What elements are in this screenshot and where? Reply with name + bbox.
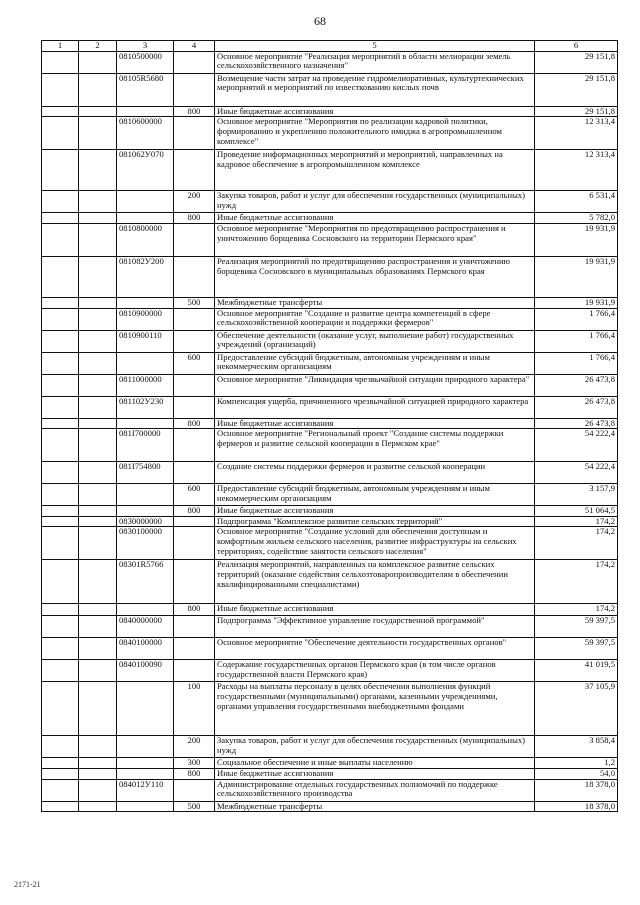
item-name-cell: Закупка товаров, работ и услуг для обеспечения государственных (муниципальных) нужд xyxy=(215,191,535,213)
amount-cell: 54 222,4 xyxy=(535,429,618,462)
column-header-1: 1 xyxy=(42,41,79,52)
classification-code-cell xyxy=(117,352,174,374)
col1-cell xyxy=(42,106,79,117)
classification-code-cell: 0830000000 xyxy=(117,516,174,527)
classification-code-cell xyxy=(117,297,174,308)
amount-cell: 54 222,4 xyxy=(535,462,618,484)
col2-cell xyxy=(79,330,117,352)
col2-cell xyxy=(79,484,117,506)
table-row xyxy=(42,352,618,374)
expense-type-cell xyxy=(174,374,215,396)
table-row xyxy=(42,429,618,462)
col1-cell xyxy=(42,758,79,769)
table-row xyxy=(42,308,618,330)
col1-cell xyxy=(42,516,79,527)
col2-cell xyxy=(79,51,117,73)
amount-cell: 51 064,5 xyxy=(535,506,618,517)
expense-type-cell: 300 xyxy=(174,758,215,769)
col2-cell xyxy=(79,516,117,527)
expense-type-cell: 200 xyxy=(174,191,215,213)
col2-cell xyxy=(79,191,117,213)
item-name-cell: Подпрограмма "Комплексное развитие сельских территорий" xyxy=(215,516,535,527)
classification-code-cell xyxy=(117,418,174,429)
classification-code-cell: 0810600000 xyxy=(117,117,174,150)
amount-cell: 29 151,8 xyxy=(535,51,618,73)
col1-cell xyxy=(42,150,79,191)
table-row xyxy=(42,256,618,297)
expense-type-cell xyxy=(174,330,215,352)
amount-cell: 19 931,9 xyxy=(535,256,618,297)
expense-type-cell xyxy=(174,779,215,801)
col1-cell xyxy=(42,374,79,396)
col2-cell xyxy=(79,223,117,256)
item-name-cell: Основное мероприятие "Создание и развитие центра компетенций в сфере сельскохозяйственной кооперации и поддержки фермеров" xyxy=(215,308,535,330)
table-row xyxy=(42,769,618,780)
classification-code-cell xyxy=(117,604,174,616)
col2-cell xyxy=(79,682,117,736)
table-row xyxy=(42,374,618,396)
classification-code-cell: 081102У230 xyxy=(117,396,174,418)
expense-type-cell: 200 xyxy=(174,736,215,758)
classification-code-cell xyxy=(117,213,174,224)
classification-code-cell xyxy=(117,106,174,117)
classification-code-cell: 0810800000 xyxy=(117,223,174,256)
expense-type-cell: 800 xyxy=(174,418,215,429)
item-name-cell: Основное мероприятие "Региональный проект "Создание системы поддержки фермеров и развитие сельской кооперации в Пермском крае" xyxy=(215,429,535,462)
item-name-cell: Межбюджетные трансферты xyxy=(215,297,535,308)
table-row xyxy=(42,117,618,150)
col2-cell xyxy=(79,527,117,560)
table-header-row xyxy=(42,41,618,52)
item-name-cell: Иные бюджетные ассигнования xyxy=(215,506,535,517)
table-row xyxy=(42,297,618,308)
col1-cell xyxy=(42,191,79,213)
expense-type-cell: 800 xyxy=(174,769,215,780)
amount-cell: 3 858,4 xyxy=(535,736,618,758)
amount-cell: 19 931,9 xyxy=(535,223,618,256)
col1-cell xyxy=(42,51,79,73)
item-name-cell: Администрирование отдельных государственных полномочий по поддержке сельскохозяйственного производства xyxy=(215,779,535,801)
col1-cell xyxy=(42,560,79,604)
col2-cell xyxy=(79,769,117,780)
col1-cell xyxy=(42,213,79,224)
col2-cell xyxy=(79,374,117,396)
table-row xyxy=(42,51,618,73)
column-header-4: 4 xyxy=(174,41,215,52)
table-row xyxy=(42,73,618,106)
expense-type-cell xyxy=(174,638,215,660)
item-name-cell: Подпрограмма "Эффективное управление государственной программой" xyxy=(215,616,535,638)
item-name-cell: Основное мероприятие "Обеспечение деятельности государственных органов" xyxy=(215,638,535,660)
classification-code-cell xyxy=(117,801,174,812)
item-name-cell: Проведение информационных мероприятий и мероприятий, направленных на кадровое обеспечение в агропромышленном комплексе xyxy=(215,150,535,191)
col2-cell xyxy=(79,418,117,429)
amount-cell: 174,2 xyxy=(535,527,618,560)
amount-cell: 37 105,9 xyxy=(535,682,618,736)
table-row xyxy=(42,418,618,429)
expense-type-cell xyxy=(174,462,215,484)
classification-code-cell: 0811000000 xyxy=(117,374,174,396)
col2-cell xyxy=(79,256,117,297)
item-name-cell: Основное мероприятие "Мероприятия по предотвращению распространения и уничтожению борщевика Сосновского на территории Пермского края" xyxy=(215,223,535,256)
classification-code-cell: 08301R5766 xyxy=(117,560,174,604)
table-row xyxy=(42,106,618,117)
column-header-2: 2 xyxy=(79,41,117,52)
col1-cell xyxy=(42,682,79,736)
table-row xyxy=(42,736,618,758)
col1-cell xyxy=(42,308,79,330)
col2-cell xyxy=(79,150,117,191)
amount-cell: 29 151,8 xyxy=(535,73,618,106)
col1-cell xyxy=(42,604,79,616)
table-row xyxy=(42,682,618,736)
table-row xyxy=(42,191,618,213)
classification-code-cell: 081082У200 xyxy=(117,256,174,297)
column-header-3: 3 xyxy=(117,41,174,52)
column-header-6: 6 xyxy=(535,41,618,52)
col1-cell xyxy=(42,396,79,418)
col2-cell xyxy=(79,779,117,801)
col1-cell xyxy=(42,352,79,374)
col2-cell xyxy=(79,758,117,769)
table-row xyxy=(42,616,618,638)
expense-type-cell: 800 xyxy=(174,506,215,517)
item-name-cell: Иные бюджетные ассигнования xyxy=(215,604,535,616)
col2-cell xyxy=(79,73,117,106)
col2-cell xyxy=(79,660,117,682)
expense-type-cell: 800 xyxy=(174,213,215,224)
col2-cell xyxy=(79,117,117,150)
classification-code-cell: 081062У070 xyxy=(117,150,174,191)
expense-type-cell: 600 xyxy=(174,352,215,374)
item-name-cell: Иные бюджетные ассигнования xyxy=(215,106,535,117)
expense-type-cell: 500 xyxy=(174,801,215,812)
col2-cell xyxy=(79,213,117,224)
expense-type-cell xyxy=(174,527,215,560)
col2-cell xyxy=(79,352,117,374)
classification-code-cell xyxy=(117,758,174,769)
amount-cell: 26 473,8 xyxy=(535,418,618,429)
expense-type-cell: 800 xyxy=(174,604,215,616)
classification-code-cell: 0840000000 xyxy=(117,616,174,638)
classification-code-cell xyxy=(117,769,174,780)
amount-cell: 41 019,5 xyxy=(535,660,618,682)
table-row xyxy=(42,462,618,484)
table-row xyxy=(42,223,618,256)
col1-cell xyxy=(42,769,79,780)
item-name-cell: Иные бюджетные ассигнования xyxy=(215,418,535,429)
expense-type-cell xyxy=(174,117,215,150)
table-row xyxy=(42,638,618,660)
item-name-cell: Иные бюджетные ассигнования xyxy=(215,213,535,224)
amount-cell: 1,2 xyxy=(535,758,618,769)
item-name-cell: Основное мероприятие "Создание условий для обеспечения доступным и комфортным жильем сельского населения, развитие инфраструктуры на сельских территориях, содействие занятости сельского населения" xyxy=(215,527,535,560)
amount-cell: 59 397,5 xyxy=(535,616,618,638)
expense-type-cell xyxy=(174,150,215,191)
amount-cell: 59 397,5 xyxy=(535,638,618,660)
expense-type-cell xyxy=(174,516,215,527)
classification-code-cell xyxy=(117,191,174,213)
col1-cell xyxy=(42,616,79,638)
item-name-cell: Создание системы поддержки фермеров и развитие сельской кооперации xyxy=(215,462,535,484)
classification-code-cell: 081I754800 xyxy=(117,462,174,484)
col2-cell xyxy=(79,604,117,616)
table-row xyxy=(42,396,618,418)
item-name-cell: Социальное обеспечение и иные выплаты населению xyxy=(215,758,535,769)
col2-cell xyxy=(79,429,117,462)
item-name-cell: Компенсация ущерба, причиненного чрезвычайной ситуацией природного характера xyxy=(215,396,535,418)
classification-code-cell: 081I700000 xyxy=(117,429,174,462)
item-name-cell: Основное мероприятие "Реализация мероприятий в области мелиорации земель сельскохозяйственного назначения" xyxy=(215,51,535,73)
col2-cell xyxy=(79,308,117,330)
col1-cell xyxy=(42,256,79,297)
col2-cell xyxy=(79,396,117,418)
expense-type-cell: 800 xyxy=(174,106,215,117)
amount-cell: 1 766,4 xyxy=(535,352,618,374)
table-row xyxy=(42,506,618,517)
col2-cell xyxy=(79,106,117,117)
amount-cell: 26 473,8 xyxy=(535,374,618,396)
item-name-cell: Основное мероприятие "Ликвидация чрезвычайной ситуации природного характера" xyxy=(215,374,535,396)
col1-cell xyxy=(42,117,79,150)
item-name-cell: Реализация мероприятий по предотвращению распространения и уничтожению борщевика Сосновского в муниципальных образованиях Пермского края xyxy=(215,256,535,297)
item-name-cell: Расходы на выплаты персоналу в целях обеспечения выполнения функций государственными (муниципальными) органами, казенными учреждениями, органами управления государственными внебюджетными фондами xyxy=(215,682,535,736)
item-name-cell: Предоставление субсидий бюджетным, автономным учреждениям и иным некоммерческим организациям xyxy=(215,484,535,506)
classification-code-cell: 0810900000 xyxy=(117,308,174,330)
item-name-cell: Межбюджетные трансферты xyxy=(215,801,535,812)
item-name-cell: Содержание государственных органов Пермского края (в том числе органов государственной власти Пермского края) xyxy=(215,660,535,682)
amount-cell: 174,2 xyxy=(535,604,618,616)
item-name-cell: Реализация мероприятий, направленных на комплексное развитие сельских территорий (оказание содействия сельхозтоваропроизводителям в обеспечении квалифицированными специалистами) xyxy=(215,560,535,604)
col2-cell xyxy=(79,801,117,812)
col1-cell xyxy=(42,638,79,660)
amount-cell: 18 378,0 xyxy=(535,801,618,812)
col2-cell xyxy=(79,616,117,638)
col1-cell xyxy=(42,429,79,462)
amount-cell: 29 151,8 xyxy=(535,106,618,117)
document-footer-code: 2171-21 xyxy=(14,880,41,889)
col1-cell xyxy=(42,462,79,484)
expense-type-cell xyxy=(174,256,215,297)
amount-cell: 12 313,4 xyxy=(535,117,618,150)
amount-cell: 6 531,4 xyxy=(535,191,618,213)
classification-code-cell: 0840100090 xyxy=(117,660,174,682)
amount-cell: 174,2 xyxy=(535,560,618,604)
col2-cell xyxy=(79,638,117,660)
col1-cell xyxy=(42,297,79,308)
amount-cell: 3 157,9 xyxy=(535,484,618,506)
item-name-cell: Основное мероприятие "Мероприятия по реализации кадровой политики, формированию и укреплению положительного имиджа в агропромышленном комплексе" xyxy=(215,117,535,150)
col1-cell xyxy=(42,779,79,801)
expense-type-cell xyxy=(174,51,215,73)
col2-cell xyxy=(79,560,117,604)
classification-code-cell: 0830100000 xyxy=(117,527,174,560)
expense-type-cell xyxy=(174,396,215,418)
item-name-cell: Иные бюджетные ассигнования xyxy=(215,769,535,780)
table-row xyxy=(42,150,618,191)
amount-cell: 1 766,4 xyxy=(535,308,618,330)
expense-type-cell: 100 xyxy=(174,682,215,736)
classification-code-cell: 08105R5680 xyxy=(117,73,174,106)
col1-cell xyxy=(42,660,79,682)
table-row xyxy=(42,604,618,616)
item-name-cell: Обеспечение деятельности (оказание услуг, выполнение работ) государственных учреждений (организаций) xyxy=(215,330,535,352)
classification-code-cell xyxy=(117,682,174,736)
classification-code-cell: 0810500000 xyxy=(117,51,174,73)
item-name-cell: Возмещение части затрат на проведение гидромелиоративных, культуртехнических мероприятий и мероприятий по известкованию кислых почв xyxy=(215,73,535,106)
col1-cell xyxy=(42,330,79,352)
table-row xyxy=(42,527,618,560)
expense-type-cell xyxy=(174,308,215,330)
expense-type-cell xyxy=(174,73,215,106)
expense-type-cell xyxy=(174,560,215,604)
expense-type-cell xyxy=(174,660,215,682)
amount-cell: 18 378,0 xyxy=(535,779,618,801)
table-row xyxy=(42,516,618,527)
amount-cell: 12 313,4 xyxy=(535,150,618,191)
page-number: 68 xyxy=(314,14,326,28)
col2-cell xyxy=(79,506,117,517)
budget-table xyxy=(41,40,618,812)
classification-code-cell: 0840100000 xyxy=(117,638,174,660)
amount-cell: 5 782,0 xyxy=(535,213,618,224)
table-row xyxy=(42,213,618,224)
col2-cell xyxy=(79,297,117,308)
expense-type-cell: 600 xyxy=(174,484,215,506)
table-row xyxy=(42,801,618,812)
amount-cell: 54,0 xyxy=(535,769,618,780)
amount-cell: 1 766,4 xyxy=(535,330,618,352)
amount-cell: 174,2 xyxy=(535,516,618,527)
classification-code-cell: 084012У110 xyxy=(117,779,174,801)
table-row xyxy=(42,660,618,682)
amount-cell: 26 473,8 xyxy=(535,396,618,418)
table-row xyxy=(42,779,618,801)
table-row xyxy=(42,330,618,352)
table-row xyxy=(42,484,618,506)
table-row xyxy=(42,560,618,604)
col1-cell xyxy=(42,506,79,517)
expense-type-cell xyxy=(174,429,215,462)
expense-type-cell xyxy=(174,616,215,638)
col1-cell xyxy=(42,418,79,429)
col1-cell xyxy=(42,223,79,256)
table-row xyxy=(42,758,618,769)
classification-code-cell xyxy=(117,484,174,506)
expense-type-cell xyxy=(174,223,215,256)
classification-code-cell xyxy=(117,736,174,758)
col1-cell xyxy=(42,736,79,758)
col1-cell xyxy=(42,801,79,812)
classification-code-cell xyxy=(117,506,174,517)
item-name-cell: Предоставление субсидий бюджетным, автономным учреждениям и иным некоммерческим организациям xyxy=(215,352,535,374)
col1-cell xyxy=(42,73,79,106)
col2-cell xyxy=(79,736,117,758)
col2-cell xyxy=(79,462,117,484)
col1-cell xyxy=(42,527,79,560)
item-name-cell: Закупка товаров, работ и услуг для обеспечения государственных (муниципальных) нужд xyxy=(215,736,535,758)
expense-type-cell: 500 xyxy=(174,297,215,308)
amount-cell: 19 931,9 xyxy=(535,297,618,308)
col1-cell xyxy=(42,484,79,506)
column-header-5: 5 xyxy=(215,41,535,52)
classification-code-cell: 0810900110 xyxy=(117,330,174,352)
